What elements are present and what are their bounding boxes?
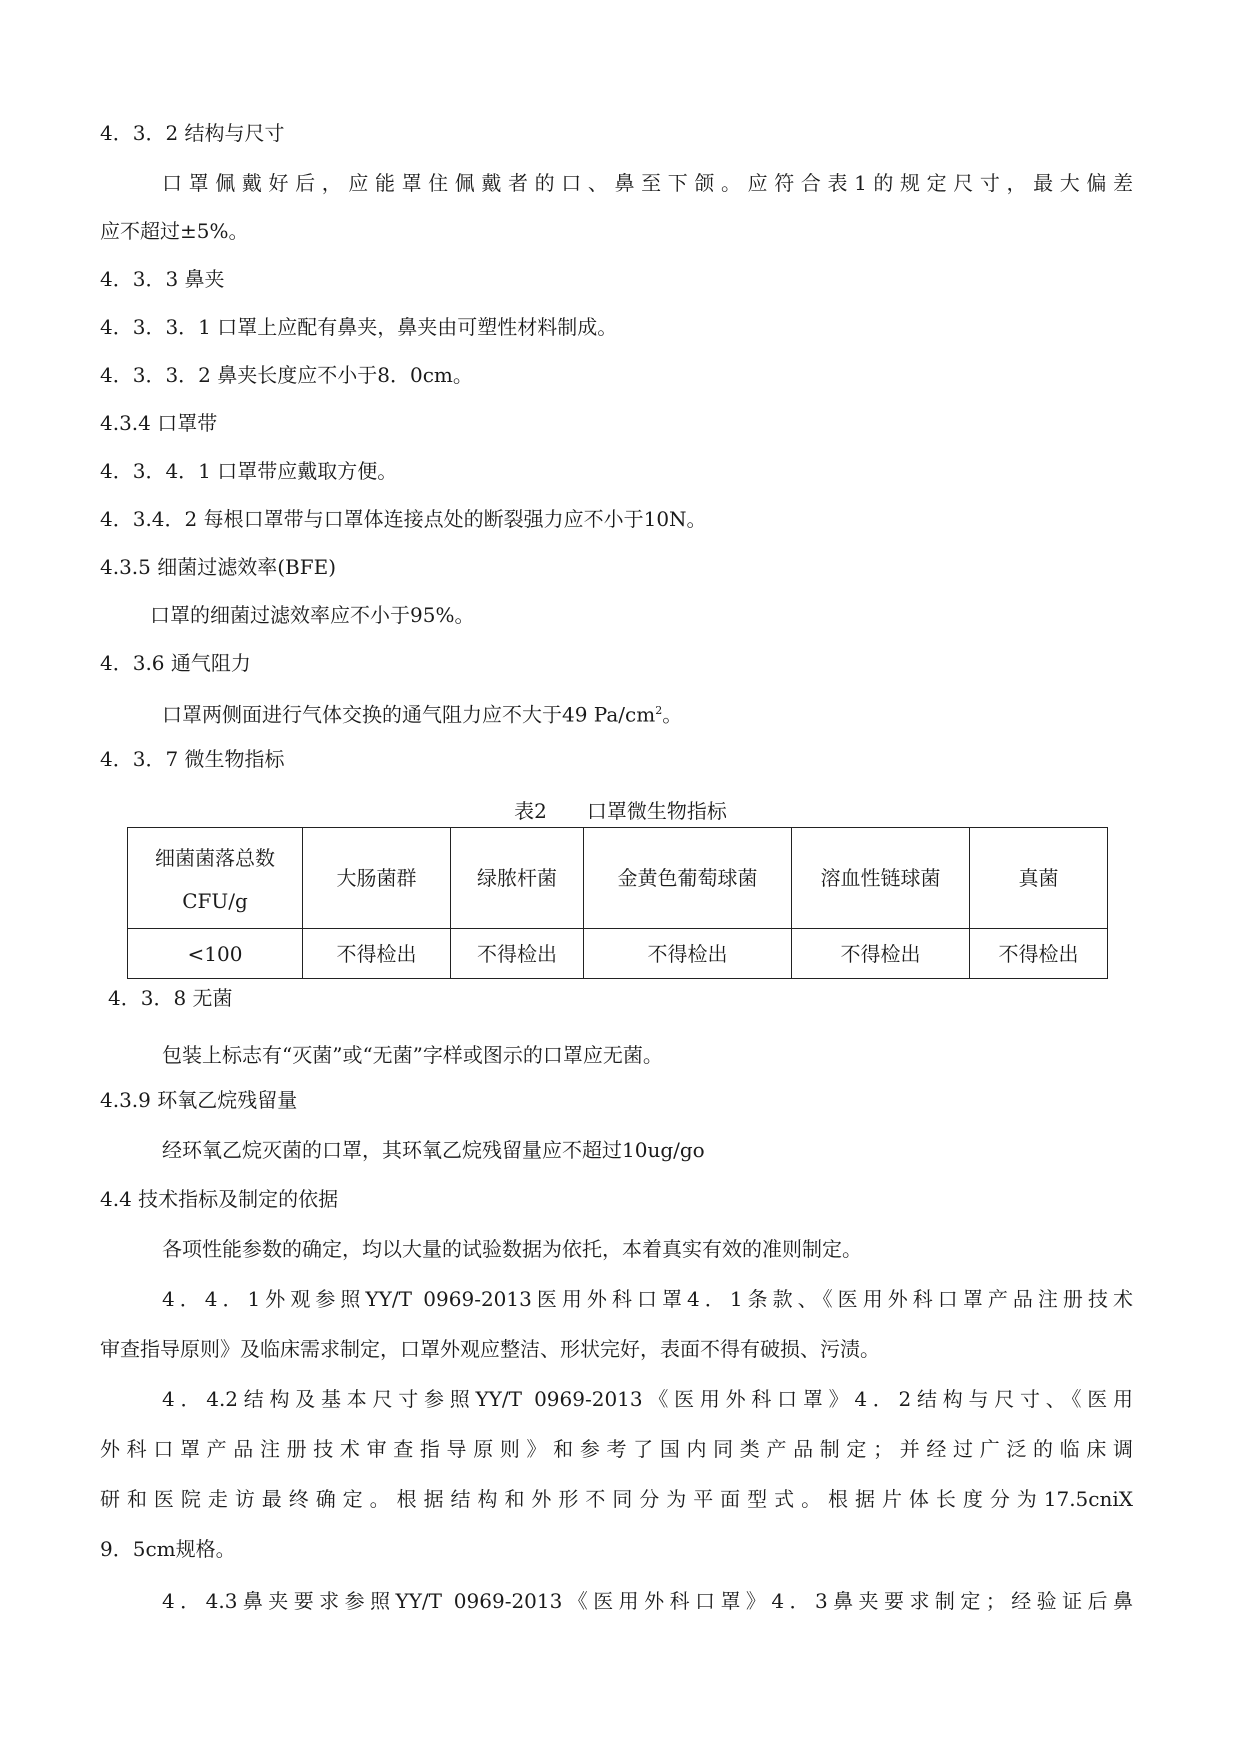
table-row — [128, 929, 1108, 979]
section-4-3-3-1: 4．3．3．1 口罩上应配有鼻夹，鼻夹由可塑性材料制成。 — [100, 315, 618, 339]
table-caption-number: 表2 — [514, 799, 547, 823]
section-4-3-3-title: 4．3．3 鼻夹 — [100, 267, 225, 291]
section-4-3-4-title: 4.3.4 口罩带 — [100, 411, 218, 435]
section-4-3-8-body: 包装上标志有“灭菌”或“无菌”字样或图示的口罩应无菌。 — [162, 1043, 663, 1067]
section-4-3-6-body — [162, 698, 682, 728]
header-unit: CFU/g — [182, 889, 248, 913]
section-4-4-title: 4.4 技术指标及制定的依据 — [100, 1187, 339, 1211]
table-cell: <100 — [128, 929, 303, 979]
header-total-colonies: 细菌菌落总数 — [155, 846, 275, 870]
section-4-3-6-body-end: 。 — [662, 702, 683, 727]
section-4-3-7-title: 4．3．7 微生物指标 — [100, 747, 285, 771]
table-header-cell: 溶血性链球菌 — [792, 828, 970, 929]
section-4-4-3-line1: 4．4.3鼻夹要求参照YY/T 0969-2013《医用外科口罩》4．3鼻夹要求制定；经验证后鼻 — [162, 1589, 1133, 1613]
section-4-3-6-title: 4．3.6 通气阻力 — [100, 651, 251, 675]
section-4-4-2-line4: 9．5cm规格。 — [100, 1537, 236, 1561]
table-header-row — [128, 828, 1108, 929]
section-4-3-8-title: 4．3．8 无菌 — [108, 986, 233, 1010]
section-4-3-2-body-line2: 应不超过±5%。 — [100, 219, 249, 243]
table-header-cell: 大肠菌群 — [303, 828, 451, 929]
section-4-4-2-line1: 4．4.2结构及基本尺寸参照YY/T 0969-2013《医用外科口罩》4．2结构与尺寸、《医用 — [162, 1387, 1133, 1411]
table-caption-title: 口罩微生物指标 — [586, 799, 727, 823]
section-4-3-9-body: 经环氧乙烷灭菌的口罩，其环氧乙烷残留量应不超过10ug/go — [162, 1138, 705, 1162]
section-4-3-9-title: 4.3.9 环氧乙烷残留量 — [100, 1088, 298, 1112]
section-4-3-2-title: 4．3．2 结构与尺寸 — [100, 121, 285, 145]
table-cell: 不得检出 — [792, 929, 970, 979]
section-4-4-1-line2: 审查指导原则》及临床需求制定，口罩外观应整洁、形状完好，表面不得有破损、污渍。 — [100, 1337, 880, 1361]
microbial-index-table — [127, 827, 1108, 979]
table-cell: 不得检出 — [303, 929, 451, 979]
section-4-3-5-title: 4.3.5 细菌过滤效率(BFE) — [100, 555, 337, 579]
section-4-3-6-body-sup: 2 — [655, 704, 663, 717]
table-header-cell: 金黄色葡萄球菌 — [584, 828, 792, 929]
section-4-3-5-body: 口罩的细菌过滤效率应不小于95%。 — [150, 603, 475, 627]
section-4-3-3-2: 4．3．3．2 鼻夹长度应不小于8．0cm。 — [100, 363, 473, 387]
section-4-4-body: 各项性能参数的确定，均以大量的试验数据为依托，本着真实有效的准则制定。 — [162, 1237, 862, 1261]
table-cell: 不得检出 — [584, 929, 792, 979]
section-4-4-2-line2: 外科口罩产品注册技术审查指导原则》和参考了国内同类产品制定；并经过广泛的临床调 — [100, 1437, 1133, 1461]
section-4-4-1-line1: 4．4．1外观参照YY/T 0969-2013医用外科口罩4．1条款、《医用外科口罩产品注册技术 — [162, 1287, 1133, 1311]
section-4-3-6-body-text: 口罩两侧面进行气体交换的通气阻力应不大于49 Pa/cm — [162, 702, 656, 727]
table-cell: 不得检出 — [970, 929, 1108, 979]
table-header-cell: 真菌 — [970, 828, 1108, 929]
table-cell: 不得检出 — [451, 929, 584, 979]
table-caption — [0, 798, 1241, 824]
section-4-3-2-body-line1: 口罩佩戴好后，应能罩住佩戴者的口、鼻至下颌。应符合表1的规定尺寸，最大偏差 — [162, 171, 1133, 195]
table-header-cell: 绿脓杆菌 — [451, 828, 584, 929]
table-header-cell — [128, 828, 303, 929]
section-4-4-2-line3: 研和医院走访最终确定。根据结构和外形不同分为平面型式。根据片体长度分为17.5cniX — [100, 1487, 1133, 1511]
section-4-3-4-1: 4．3．4．1 口罩带应戴取方便。 — [100, 459, 398, 483]
section-4-3-4-2: 4．3.4．2 每根口罩带与口罩体连接点处的断裂强力应不小于10N。 — [100, 507, 707, 531]
